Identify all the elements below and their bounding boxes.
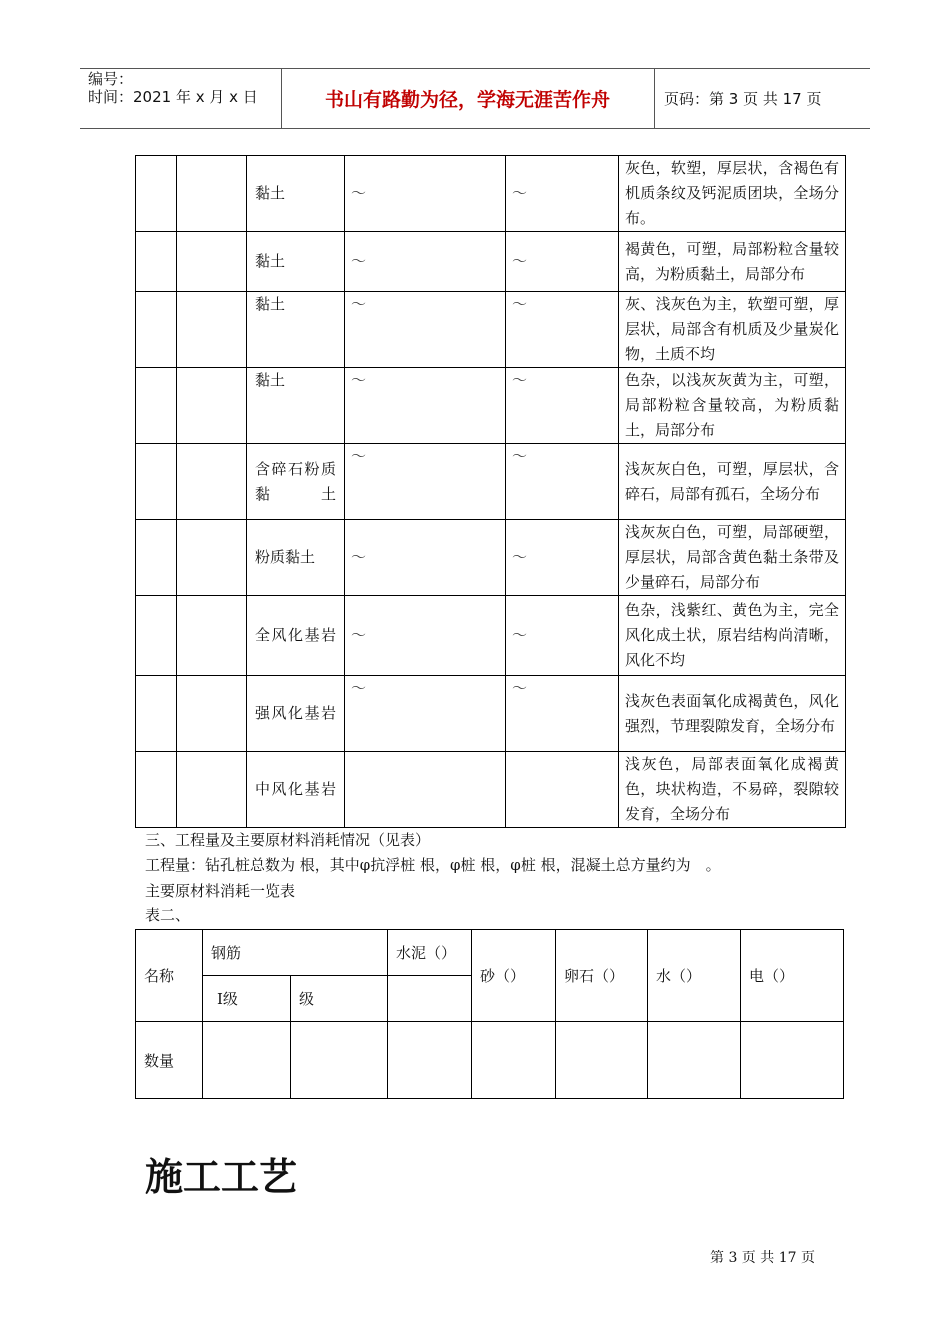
table-cell xyxy=(136,752,177,828)
soil-name: 黏土 xyxy=(247,368,345,444)
document-date: 时间：2021 年 x 月 x 日 xyxy=(88,88,258,106)
page-footer: 第 3 页 共 17 页 xyxy=(710,1250,815,1266)
depth-to: ～ xyxy=(506,156,619,232)
section-title: 三、工程量及主要原材料消耗情况（见表） xyxy=(145,831,431,849)
electricity-header: 电（） xyxy=(741,930,844,1022)
depth-from: ～ xyxy=(345,444,506,520)
soil-description: 色杂，以浅灰灰黄为主，可塑，局部粉粒含量较高，为粉质黏土，局部分布 xyxy=(619,368,846,444)
materials-list-title: 主要原材料消耗一览表 xyxy=(145,882,296,900)
table-row xyxy=(136,520,846,596)
table-cell xyxy=(203,1022,291,1099)
table-cell xyxy=(136,232,177,292)
quantity-header: 数量 xyxy=(136,1022,203,1099)
table-cell xyxy=(136,520,177,596)
soil-name: 强风化基岩 xyxy=(247,676,345,752)
depth-to: ～ xyxy=(506,368,619,444)
depth-from: ～ xyxy=(345,292,506,368)
table-row xyxy=(136,1022,844,1099)
table-cell xyxy=(136,292,177,368)
depth-from: ～ xyxy=(345,676,506,752)
soil-description: 褐黄色，可塑，局部粉粒含量较高，为粉质黏土，局部分布 xyxy=(619,232,846,292)
table-row xyxy=(136,292,846,368)
table-row xyxy=(136,156,846,232)
soil-description: 浅灰灰白色，可塑，厚层状，含碎石，局部有孤石，全场分布 xyxy=(619,444,846,520)
table-cell xyxy=(177,292,247,368)
soil-layer-table xyxy=(135,155,846,828)
depth-from: ～ xyxy=(345,156,506,232)
depth-to: ～ xyxy=(506,292,619,368)
table-cell xyxy=(556,1022,648,1099)
table-cell xyxy=(291,1022,388,1099)
table-cell xyxy=(177,520,247,596)
name-header: 名称 xyxy=(136,930,203,1022)
table-cell xyxy=(136,444,177,520)
depth-from xyxy=(345,752,506,828)
quantities-text: 工程量：钻孔桩总数为 根，其中φ抗浮桩 根，φ桩 根，φ桩 根，混凝土总方量约为 。 xyxy=(145,856,721,874)
header-motto: 书山有路勤为径，学海无涯苦作舟 xyxy=(324,88,610,111)
soil-name: 粉质黏土 xyxy=(247,520,345,596)
header-divider xyxy=(654,68,655,128)
table-cell xyxy=(388,976,472,1022)
table-cell xyxy=(472,1022,556,1099)
header-bottom-rule xyxy=(80,128,870,129)
table-cell xyxy=(177,368,247,444)
water-header: 水（） xyxy=(648,930,741,1022)
table-cell xyxy=(136,676,177,752)
table-row xyxy=(136,444,846,520)
depth-to: ～ xyxy=(506,676,619,752)
soil-description: 灰、浅灰色为主，软塑可塑，厚层状，局部含有机质及少量炭化物，土质不均 xyxy=(619,292,846,368)
steel-grade-1: Ⅰ级 xyxy=(203,976,291,1022)
depth-from: ～ xyxy=(345,520,506,596)
table-row xyxy=(136,930,844,976)
table-row xyxy=(136,232,846,292)
table-cell xyxy=(388,1022,472,1099)
depth-to: ～ xyxy=(506,444,619,520)
header-page-number: 页码：第 3 页 共 17 页 xyxy=(664,90,822,108)
table-cell xyxy=(177,232,247,292)
table-label: 表二、 xyxy=(145,906,191,924)
table-cell xyxy=(177,156,247,232)
soil-description: 色杂，浅紫红、黄色为主，完全风化成土状，原岩结构尚清晰，风化不均 xyxy=(619,596,846,676)
depth-from: ～ xyxy=(345,368,506,444)
table-cell xyxy=(177,752,247,828)
depth-to: ～ xyxy=(506,232,619,292)
soil-name: 黏土 xyxy=(247,292,345,368)
steel-header: 钢筋 xyxy=(203,930,388,976)
table-cell xyxy=(177,676,247,752)
cement-header: 水泥（） xyxy=(388,930,472,976)
soil-name: 黏土 xyxy=(247,232,345,292)
depth-from: ～ xyxy=(345,596,506,676)
table-cell xyxy=(136,368,177,444)
soil-name: 中风化基岩 xyxy=(247,752,345,828)
materials-table xyxy=(135,929,844,1099)
steel-grade-2: 级 xyxy=(291,976,388,1022)
table-row xyxy=(136,596,846,676)
soil-name: 全风化基岩 xyxy=(247,596,345,676)
soil-description: 浅灰色表面氧化成褐黄色，风化强烈，节理裂隙发育，全场分布 xyxy=(619,676,846,752)
section-heading: 施工工艺 xyxy=(145,1155,298,1199)
table-row xyxy=(136,752,846,828)
table-row xyxy=(136,368,846,444)
soil-description: 浅灰色，局部表面氧化成褐黄色，块状构造，不易碎，裂隙较发育，全场分布 xyxy=(619,752,846,828)
document-number: 编号： xyxy=(88,70,134,88)
soil-name: 黏土 xyxy=(247,156,345,232)
soil-name: 含碎石粉质黏土 xyxy=(247,444,345,520)
table-cell xyxy=(177,444,247,520)
sand-header: 砂（） xyxy=(472,930,556,1022)
table-row xyxy=(136,676,846,752)
table-cell xyxy=(136,156,177,232)
depth-from: ～ xyxy=(345,232,506,292)
depth-to xyxy=(506,752,619,828)
depth-to: ～ xyxy=(506,596,619,676)
header-meta xyxy=(88,70,258,106)
table-cell xyxy=(136,596,177,676)
table-cell xyxy=(648,1022,741,1099)
table-cell xyxy=(177,596,247,676)
depth-to: ～ xyxy=(506,520,619,596)
table-cell xyxy=(741,1022,844,1099)
soil-description: 灰色，软塑，厚层状，含褐色有机质条纹及钙泥质团块，全场分布。 xyxy=(619,156,846,232)
soil-description: 浅灰灰白色，可塑，局部硬塑，厚层状，局部含黄色黏土条带及少量碎石，局部分布 xyxy=(619,520,846,596)
pebble-header: 卵石（） xyxy=(556,930,648,1022)
